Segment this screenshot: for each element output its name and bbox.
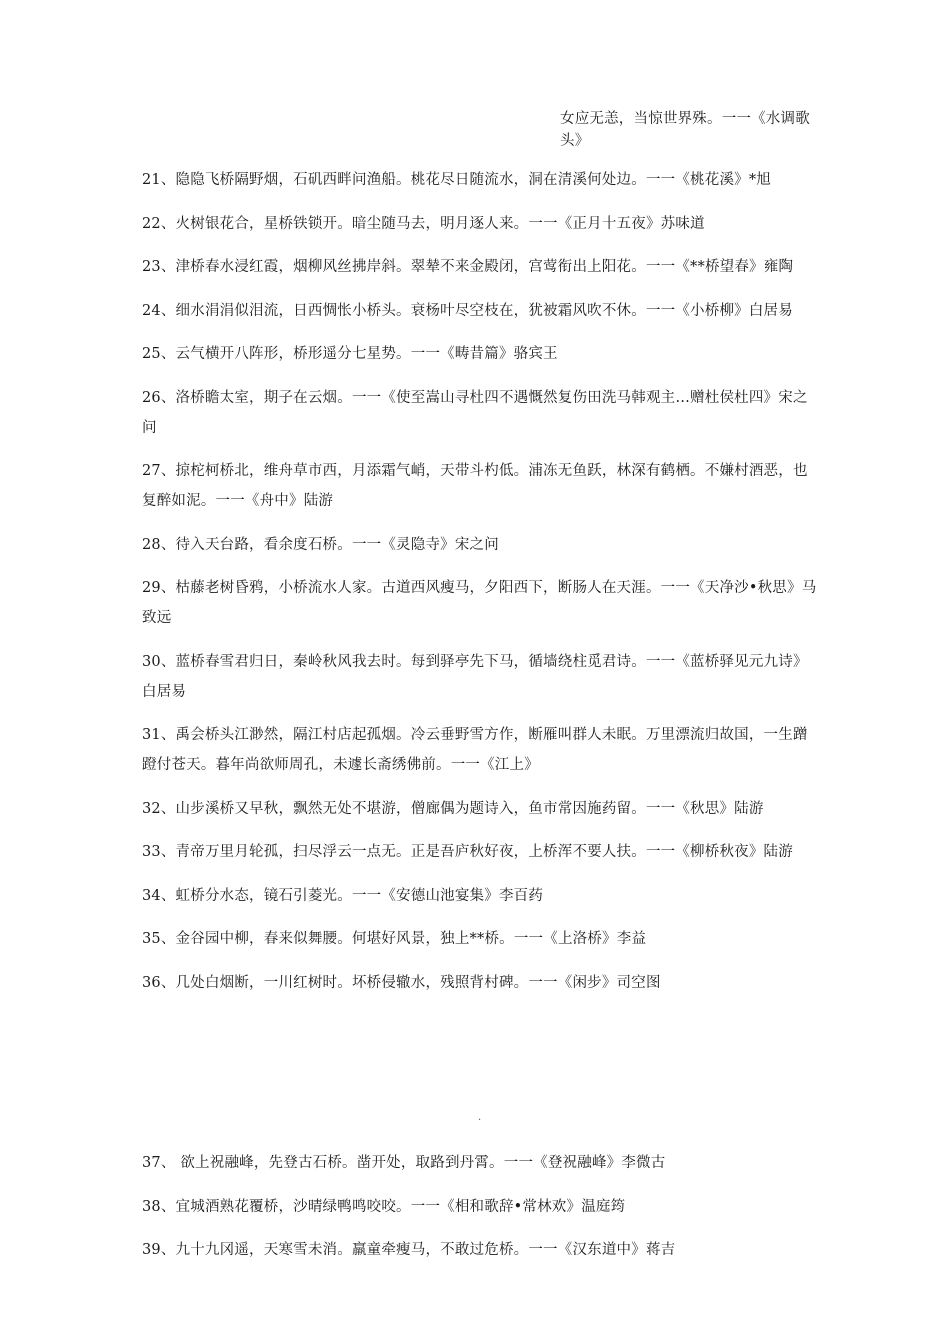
- poem-entry-36: 36、几处白烟断，一川红树时。坏桥侵辙水，残照背村碑。一一《闲步》司空图: [142, 974, 661, 991]
- poem-entry-32: 32、山步溪桥又早秋，飘然无处不堪游，僧廊偶为题诗入，鱼市常因施药留。一一《秋思》陆游: [142, 800, 764, 817]
- poem-entry-26: 26、洛桥瞻太室，期子在云烟。一一《使至嵩山寻杜四不遇慨然复伤田洗马韩观主…赠杜侯杜四》宋之问: [142, 389, 808, 436]
- poem-entry-28: 28、待入天台路，看余度石桥。一一《灵隐寺》宋之问: [142, 536, 499, 553]
- poem-entry-22: 22、火树银花合，星桥铁锁开。暗尘随马去，明月逐人来。一一《正月十五夜》苏味道: [142, 215, 705, 232]
- poem-entry-24: 24、细水涓涓似泪流，日西惆怅小桥头。衰杨叶尽空枝在，犹被霜风吹不休。一一《小桥柳》白居易: [142, 302, 793, 319]
- page-break-mark: .: [478, 1112, 482, 1123]
- poem-entry-21: 21、隐隐飞桥隔野烟，石矶西畔问渔船。桃花尽日随流水，洞在清溪何处边。一一《桃花溪》*旭: [142, 172, 771, 188]
- poem-entry-35: 35、金谷园中柳，春来似舞腰。何堪好风景，独上**桥。一一《上洛桥》李益: [142, 931, 647, 947]
- poem-list: [142, 165, 822, 1011]
- poem-entry-37: 37、 欲上祝融峰，先登古石桥。凿开处，取路到丹霄。一一《登祝融峰》李微古: [142, 1155, 666, 1171]
- poem-list-continued: [142, 1148, 822, 1279]
- poem-entry-25: 25、云气横开八阵形，桥形遥分七星势。一一《畴昔篇》骆宾王: [142, 346, 558, 362]
- poem-entry-38: 38、宜城酒熟花覆桥，沙晴绿鸭鸣咬咬。一一《相和歌辞•常林欢》温庭筠: [142, 1198, 626, 1215]
- poem-entry-27: 27、掠柁柯桥北，维舟草市西，月添霜气峭，天带斗杓低。浦冻无鱼跃，林深有鹤栖。不嫌村酒恶，也复醉如泥。一一《舟中》陆游: [142, 463, 808, 509]
- carry-over-text: 女应无恙，当惊世界殊。一一《水调歌头》: [560, 111, 810, 149]
- poem-entry-23: 23、津桥春水浸红霞，烟柳风丝拂岸斜。翠辇不来金殿闭，宫莺衔出上阳花。一一《**桥望春》雍陶: [142, 259, 794, 275]
- poem-entry-31: 31、禹会桥头江渺然，隔江村店起孤烟。冷云垂野雪方作，断雁叫群人未眠。万里漂流归故国，一生蹭蹬付苍天。暮年尚欲师周孔，未遽长斋绣佛前。一一《江上》: [142, 727, 808, 773]
- poem-entry-39: 39、九十九冈遥，天寒雪未消。羸童牵瘦马，不敢过危桥。一一《汉东道中》蒋吉: [142, 1242, 676, 1258]
- poem-entry-30: 30、蓝桥春雪君归日，秦岭秋风我去时。每到驿亭先下马，循墙绕柱觅君诗。一一《蓝桥驿见元九诗》白居易: [142, 653, 808, 700]
- poem-entry-34: 34、虹桥分水态，镜石引菱光。一一《安德山池宴集》李百药: [142, 887, 544, 904]
- poem-entry-29: 29、枯藤老树昏鸦，小桥流水人家。古道西风瘦马，夕阳西下，断肠人在天涯。一一《天净沙•秋思》马致远: [142, 580, 817, 626]
- poem-entry-33: 33、青帝万里月轮孤，扫尽浮云一点无。正是吾庐秋好夜，上桥浑不要人扶。一一《柳桥秋夜》陆游: [142, 844, 793, 860]
